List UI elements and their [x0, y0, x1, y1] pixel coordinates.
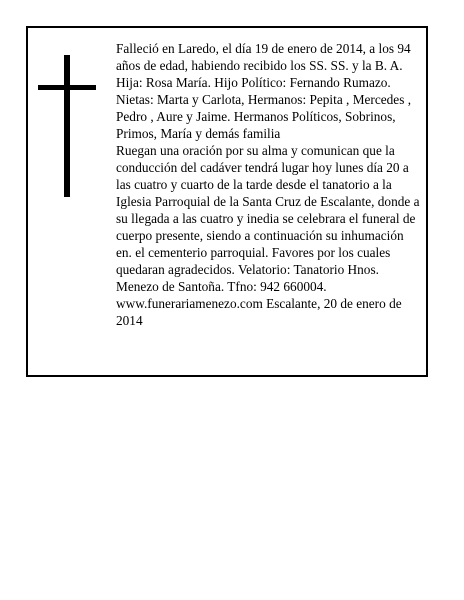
obituary-card [26, 26, 428, 377]
obituary-funeral-details: Ruegan una oración por su alma y comunican que la conducción del cadáver tendrá lugar hoy lunes día 20 a las cuatro y cuarto de la tarde desde el tanatorio a la Iglesia Parroquial de la Santa Cruz de Escalante, donde a su llegada a las cuatro y inedia se celebrara el funeral de cuerpo presente, siendo a continuación su inhumación en. el cementerio parroquial. Favores por los cuales quedaran agradecidos. Velatorio: Tanatorio Hnos. Menezo de Santoña. Tfno: 942 660004. www.funerariamenezo.com Escalante, 20 de enero de 2014 [116, 143, 420, 328]
obituary-announcement: Falleció en Laredo, el día 19 de enero de 2014, a los 94 años de edad, habiendo recibido los SS. SS. y la B. A. Hija: Rosa María. Hijo Político: Fernando Rumazo. Nietas: Marta y Carlota, Hermanos: Pepita , Mercedes , Pedro , Aure y Jaime. Hermanos Políticos, Sobrinos, Primos, María y demás familia [116, 41, 412, 141]
cross-vertical-bar [64, 55, 70, 197]
cross-icon [38, 55, 96, 197]
cross-horizontal-bar [38, 85, 96, 90]
obituary-text [116, 40, 422, 329]
